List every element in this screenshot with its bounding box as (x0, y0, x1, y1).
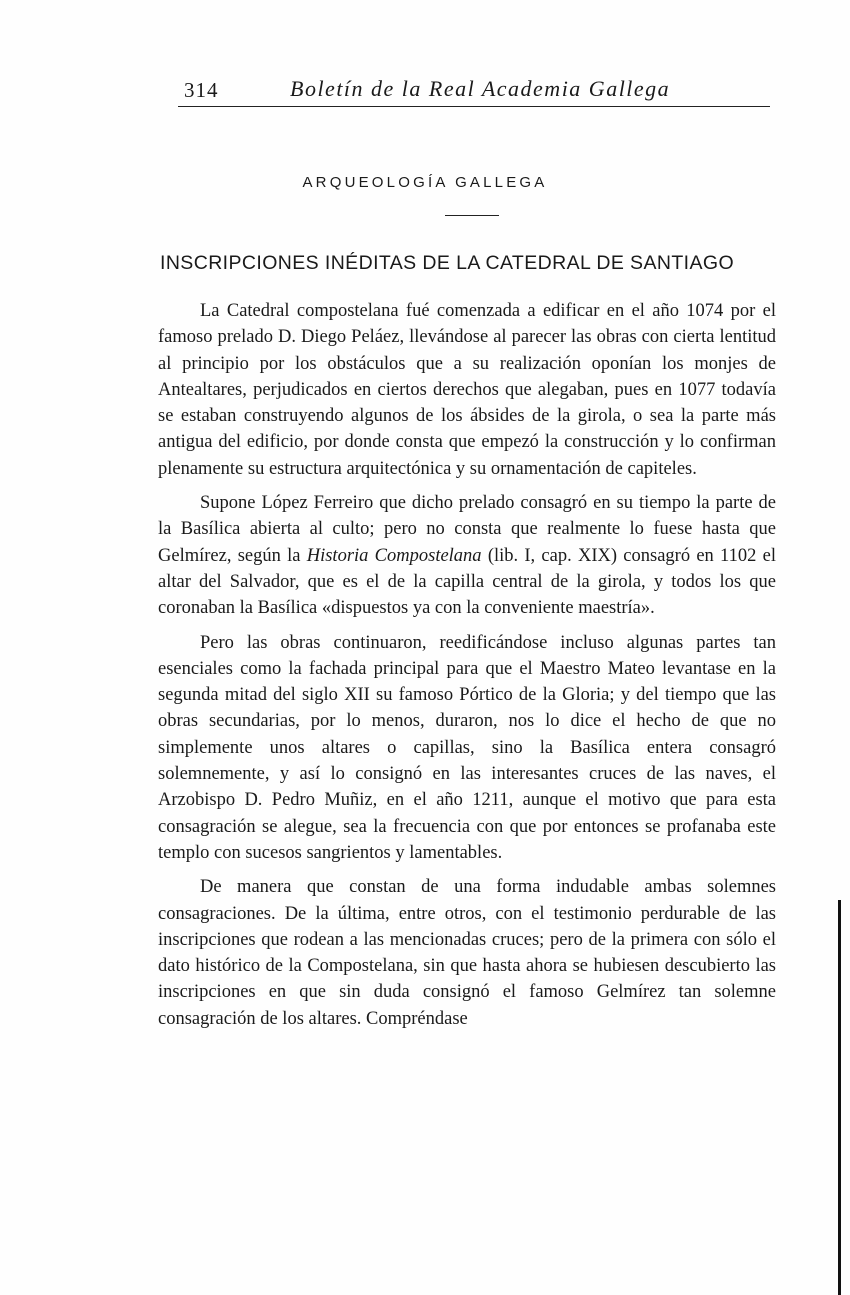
scan-edge-line (838, 900, 841, 1295)
section-title: ARQUEOLOGÍA GALLEGA (302, 174, 548, 191)
running-header (178, 72, 770, 107)
paragraph-2 (158, 490, 776, 621)
paragraph-3: Pero las obras continuaron, reedificándose incluso algunas partes tan esenciales como la fachada principal para que el Maestro Mateo levantase en la segunda mitad del siglo XII su famoso Pórtico de la Gloria; y del tiempo que las obras secundarias, por lo menos, duraron, nos lo dice el hecho de que no simplemente unos altares o capillas, sino la Basílica entera consagró solemnemente, y así lo consignó en las interesantes cruces de las naves, el Arzobispo D. Pedro Muñiz, en el año 1211, aunque el motivo que para esta consagración se alegue, sea la frecuencia con que por entonces se profanaba este templo con sucesos sangrientos y lamentables. (158, 632, 776, 863)
article-title: INSCRIPCIONES INÉDITAS DE LA CATEDRAL DE SANTIAGO (160, 252, 735, 274)
paragraph-2-part-b: (lib. I, cap. XIX) consagró en 1102 el altar del Salvador, que es el de la capilla central de la girola, y todos los que coronaban la Basílica «dispuestos ya con la conveniente maestría». (158, 545, 776, 619)
paragraph-2-part-a: Supone López Ferreiro que dicho prelado consagró en su tiempo la parte de la Basílica abierta al culto; pero no consta que realmente lo fuese hasta que Gelmírez, según la (158, 493, 776, 566)
title-divider (445, 215, 499, 216)
article-body (158, 298, 776, 1032)
paragraph-1: La Catedral compostelana fué comenzada a edificar en el año 1074 por el famoso prelado D. Diego Peláez, llevándose al parecer las obras con cierta lentitud al principio por los obstáculos que a su realización oponían los monjes de Antealtares, perjudicados en ciertos derechos que alegaban, pues en 1077 todavía se estaban construyendo algunos de los ábsides de la girola, o sea la parte más antigua del edificio, por donde consta que empezó la construcción y lo confirman plenamente su estructura arquitectónica y su ornamentación de capiteles. (158, 301, 776, 479)
page-number: 314 (184, 78, 219, 102)
running-title: Boletín de la Real Academia Gallega (290, 76, 671, 101)
book-title-italic: Historia Compostelana (306, 545, 482, 566)
paragraph-4: De manera que constan de una forma indudable ambas solemnes consagraciones. De la última, entre otros, con el testimonio perdurable de las inscripciones que rodean a las mencionadas cruces; pero de la primera con sólo el dato histórico de la Compostelana, sin que hasta ahora se hubiesen descubierto las inscripciones en que sin duda consignó el famoso Gelmírez tan solemne consagración de los altares. Compréndase (158, 877, 776, 1029)
